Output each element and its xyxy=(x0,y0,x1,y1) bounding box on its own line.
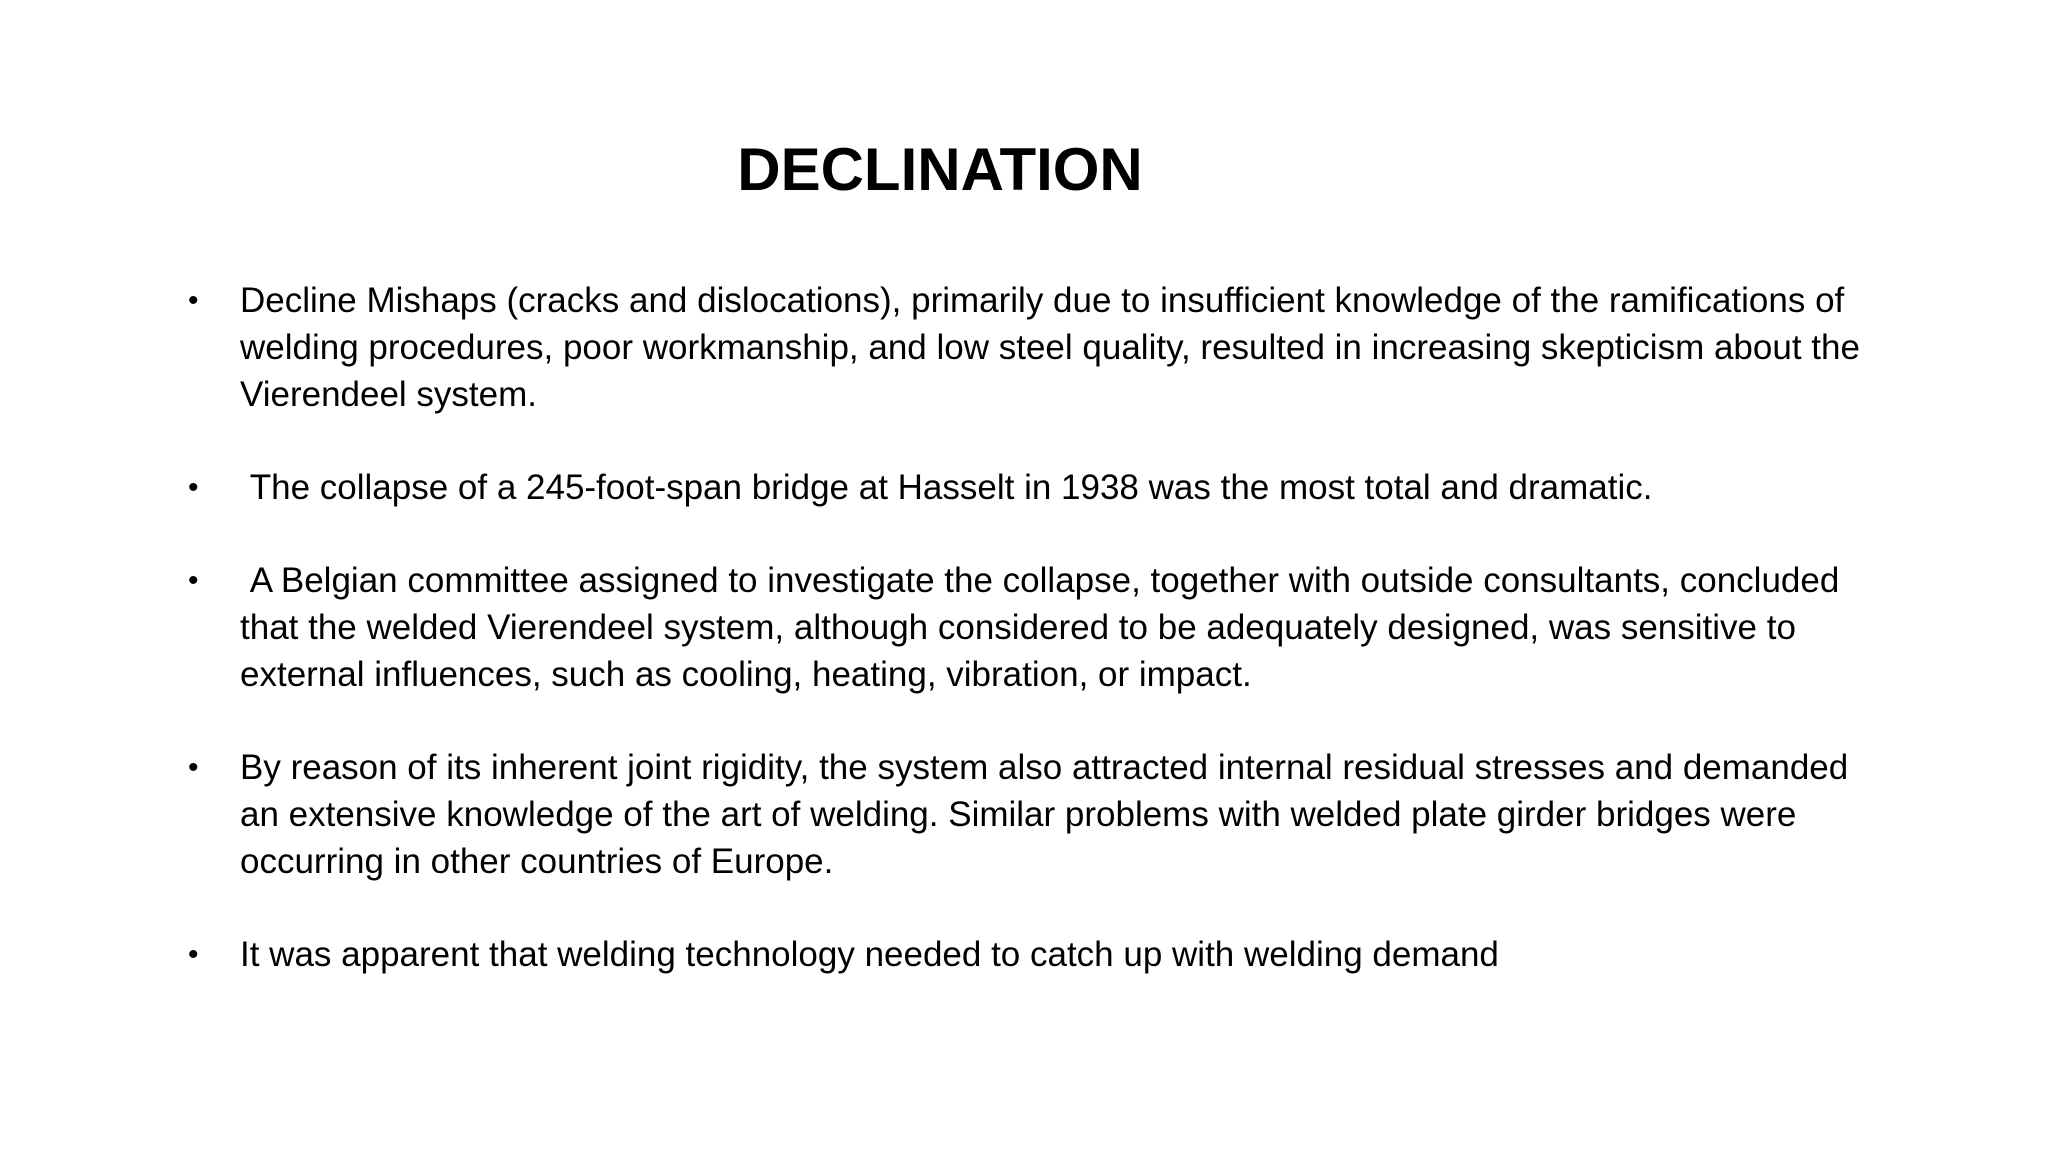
slide-title: DECLINATION xyxy=(737,136,1143,203)
bullet-icon: • xyxy=(188,471,199,504)
bullet-text-3: A Belgian committee assigned to investigate the collapse, together with outside consultants, concluded that the welded Vierendeel system, although considered to be adequately designed, was sensitive to external influences, such as cooling, heating, vibration, or impact. xyxy=(240,561,1850,694)
bullet-text-1: Decline Mishaps (cracks and dislocations), primarily due to insufficient knowledge of the ramifications of welding procedures, poor workmanship, and low steel quality, resulted in increasing skepticism about the Vierendeel system. xyxy=(240,281,1860,414)
bullet-icon: • xyxy=(188,938,199,971)
bullet-item-3 xyxy=(188,557,1868,698)
bullet-text-4: By reason of its inherent joint rigidity, the system also attracted internal residual stresses and demanded an extensive knowledge of the art of welding. Similar problems with welded plate girder bridges were occurring in other countries of Europe. xyxy=(240,748,1849,881)
bullet-item-2 xyxy=(188,464,1868,511)
bullet-text-2: The collapse of a 245-foot-span bridge at Hasselt in 1938 was the most total and dramatic. xyxy=(240,468,1653,507)
bullet-item-1 xyxy=(188,277,1868,418)
bullet-text-5: It was apparent that welding technology needed to catch up with welding demand xyxy=(240,935,1499,974)
bullet-icon: • xyxy=(188,564,199,597)
bullet-icon: • xyxy=(188,751,199,784)
bullet-icon: • xyxy=(188,284,199,317)
bullet-list xyxy=(188,277,1868,1024)
bullet-item-5 xyxy=(188,931,1868,978)
bullet-item-4 xyxy=(188,744,1868,885)
